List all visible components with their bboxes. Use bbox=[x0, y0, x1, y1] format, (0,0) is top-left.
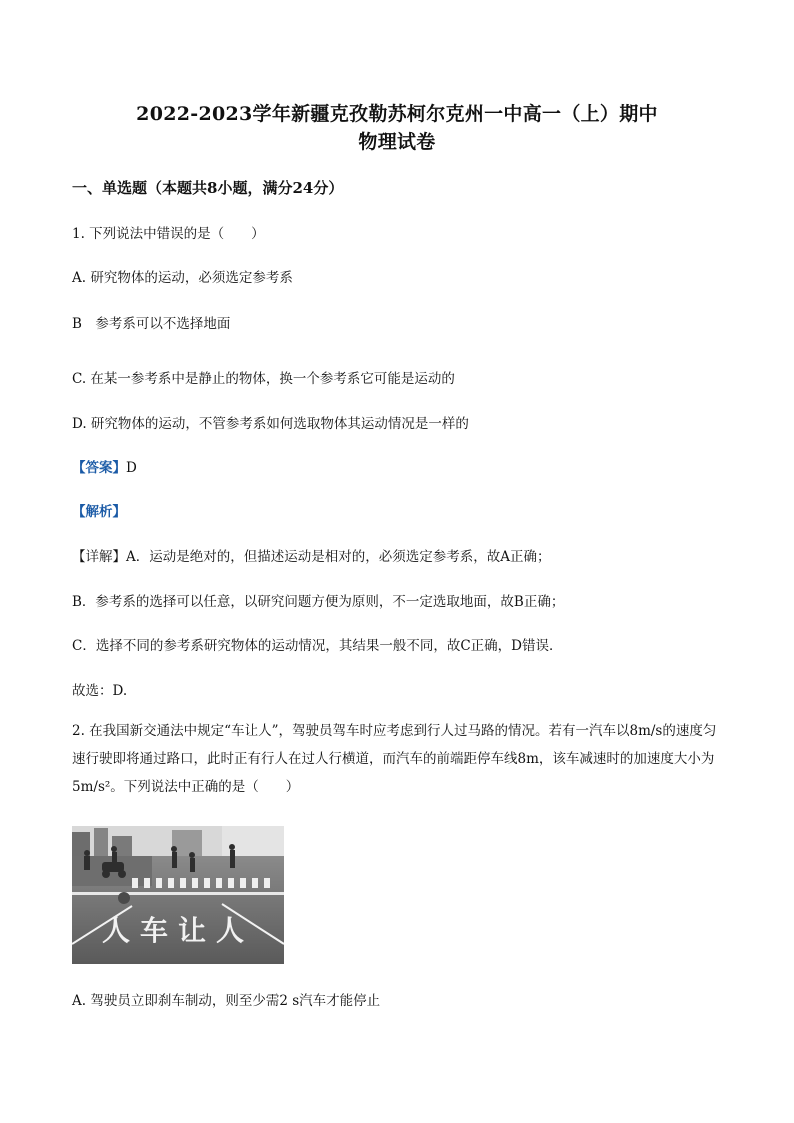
exam-title-line1: 2022-2023学年新疆克孜勒苏柯尔克州一中高一（上）期中 bbox=[136, 103, 658, 125]
exam-title-line2: 物理试卷 bbox=[358, 131, 436, 153]
answer-label: 【答案】 bbox=[72, 460, 126, 476]
question-1-option-b: B 参考系可以不选择地面 bbox=[72, 316, 231, 332]
answer-value: D bbox=[126, 460, 137, 476]
detail-line-1: 【详解】A．运动是绝对的，但描述运动是相对的，必须选定参考系，故A正确； bbox=[72, 549, 551, 565]
question-1-option-a: A. 研究物体的运动，必须选定参考系 bbox=[72, 270, 293, 286]
conclusion-line: 故选：D. bbox=[72, 683, 128, 699]
section-heading: 一、单选题（本题共8小题，满分24分） bbox=[72, 179, 344, 197]
question-2-option-a: A. 驾驶员立即刹车制动，则至少需2 s汽车才能停止 bbox=[72, 993, 381, 1009]
road-marking-text: 人车让人 bbox=[101, 914, 255, 947]
question-2-stem: 2. 在我国新交通法中规定“车让人”，驾驶员驾车时应考虑到行人过马路的情况。若有一汽车以8m/s的速度匀速行驶即将通过路口，此时正有行人在过人行横道，而汽车的前端距停车线8m，该车减速时的加速度大小为5m/s²。下列说法中正确的是（ ） bbox=[72, 723, 717, 795]
detail-label: 【详解】 bbox=[72, 549, 126, 565]
question-1-option-d: D. 研究物体的运动，不管参考系如何选取物体其运动情况是一样的 bbox=[72, 416, 469, 432]
analysis-label: 【解析】 bbox=[72, 504, 126, 520]
detail-line-3: C．选择不同的参考系研究物体的运动情况，其结果一般不同，故C正确，D错误． bbox=[72, 638, 563, 654]
crosswalk-photo bbox=[72, 826, 284, 964]
question-1-stem: 1. 下列说法中错误的是（ ） bbox=[72, 226, 265, 242]
answer-row bbox=[72, 456, 137, 476]
question-1-option-c: C. 在某一参考系中是静止的物体，换一个参考系它可能是运动的 bbox=[72, 371, 455, 387]
detail-line-2: B．参考系的选择可以任意，以研究问题方便为原则，不一定选取地面，故B正确； bbox=[72, 594, 565, 610]
